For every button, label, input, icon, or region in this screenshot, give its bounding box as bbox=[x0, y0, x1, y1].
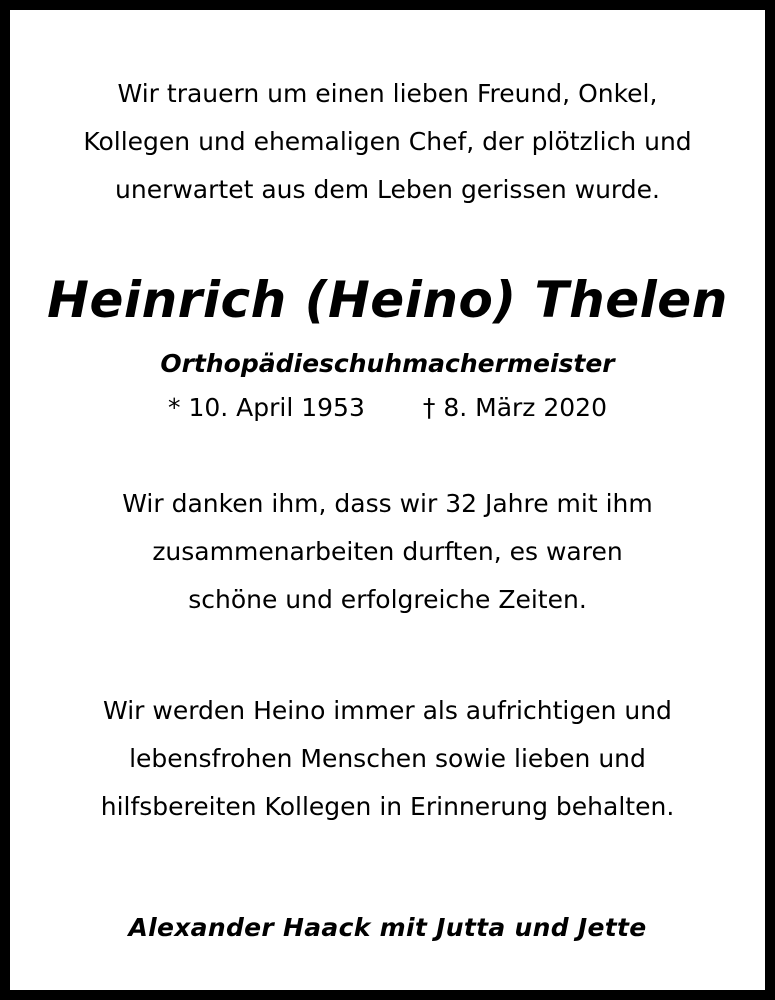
thanks-paragraph bbox=[10, 480, 765, 624]
memory-line: lebensfrohen Menschen sowie lieben und bbox=[129, 744, 646, 773]
life-dates bbox=[10, 388, 765, 428]
deceased-profession: Orthopädieschuhmachermeister bbox=[160, 349, 615, 378]
signature: Alexander Haack mit Jutta und Jette bbox=[128, 913, 647, 942]
thanks-line: Wir danken ihm, dass wir 32 Jahre mit ihm bbox=[122, 489, 653, 518]
birth-date: * 10. April 1953 bbox=[168, 393, 365, 422]
intro-line: unerwartet aus dem Leben gerissen wurde. bbox=[115, 175, 660, 204]
memory-line: hilfsbereiten Kollegen in Erinnerung behalten. bbox=[100, 792, 675, 821]
memory-paragraph bbox=[10, 687, 765, 831]
thanks-line: zusammenarbeiten durften, es waren bbox=[152, 537, 623, 566]
deceased-name: Heinrich (Heino) Thelen bbox=[47, 271, 728, 329]
intro-paragraph bbox=[10, 70, 765, 214]
intro-line: Kollegen und ehemaligen Chef, der plötzlich und bbox=[83, 127, 692, 156]
memory-line: Wir werden Heino immer als aufrichtigen und bbox=[103, 696, 672, 725]
intro-line: Wir trauern um einen lieben Freund, Onkel, bbox=[117, 79, 658, 108]
thanks-line: schöne und erfolgreiche Zeiten. bbox=[188, 585, 587, 614]
death-date: † 8. März 2020 bbox=[422, 393, 607, 422]
dates-spacer bbox=[365, 388, 423, 428]
